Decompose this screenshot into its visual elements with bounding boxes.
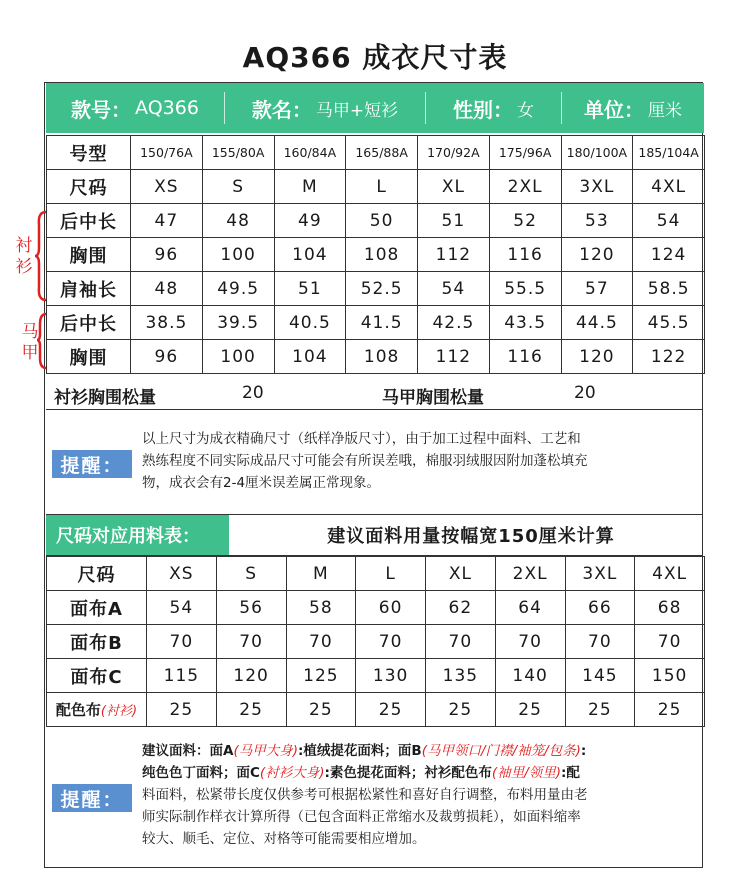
value-cell: 52.5 bbox=[346, 272, 418, 306]
value-cell: 70 bbox=[635, 625, 705, 659]
size-cell: XS bbox=[147, 557, 217, 591]
shirt-ease-label: 衬衫胸围松量 bbox=[54, 388, 156, 408]
text-run: :配 bbox=[560, 765, 580, 781]
unit-label: 单位： bbox=[584, 97, 644, 122]
lining-label: 配色布 bbox=[55, 701, 101, 719]
value-cell: 140 bbox=[495, 659, 565, 693]
table-row bbox=[47, 136, 705, 170]
size-cell: XL bbox=[426, 557, 496, 591]
model-header: 号型 bbox=[47, 136, 131, 170]
value-cell: 51 bbox=[274, 272, 346, 306]
table-row bbox=[47, 557, 705, 591]
value-cell: 135 bbox=[426, 659, 496, 693]
table-row bbox=[47, 340, 705, 374]
reminder-badge: 提醒： bbox=[52, 784, 132, 812]
value-cell: 44.5 bbox=[561, 306, 633, 340]
reminder-line bbox=[142, 762, 588, 784]
highlight-text: (衬衫大身) bbox=[259, 765, 325, 781]
size-cell: M bbox=[286, 557, 356, 591]
fabric-reminder-text bbox=[142, 740, 588, 850]
highlight-text: (马甲大身) bbox=[233, 743, 298, 759]
value-cell: 116 bbox=[489, 340, 561, 374]
text-run: :植绒提花面料；面B bbox=[298, 743, 422, 759]
value-cell: 145 bbox=[565, 659, 635, 693]
value-cell: 54 bbox=[633, 204, 705, 238]
table-row bbox=[47, 204, 705, 238]
style-value: AQ366 bbox=[135, 97, 199, 119]
fabric-table bbox=[46, 556, 705, 727]
shirt-ease-value: 20 bbox=[242, 383, 264, 403]
value-cell: 48 bbox=[131, 272, 203, 306]
size-header: 尺码 bbox=[47, 170, 131, 204]
size-cell: L bbox=[356, 557, 426, 591]
reminder-line: 料面料，松紧带长度仅供参考可根据松紧性和喜好自行调整，布料用量由老 bbox=[142, 787, 588, 803]
value-cell: 25 bbox=[147, 693, 217, 727]
style-number bbox=[46, 83, 224, 133]
reminder-line: 较大、顺毛、定位、对格等可能需要相应增加。 bbox=[142, 831, 426, 847]
value-cell: 25 bbox=[565, 693, 635, 727]
row-label bbox=[47, 693, 147, 727]
fabric-section-title: 尺码对应用料表： bbox=[46, 515, 229, 555]
value-cell: 96 bbox=[131, 238, 203, 272]
value-cell: 108 bbox=[346, 238, 418, 272]
size-cell: S bbox=[216, 557, 286, 591]
value-cell: 125 bbox=[286, 659, 356, 693]
value-cell: 70 bbox=[216, 625, 286, 659]
style-label: 款号： bbox=[71, 97, 132, 122]
style-name bbox=[225, 83, 425, 133]
value-cell: 66 bbox=[565, 591, 635, 625]
value-cell: 56 bbox=[216, 591, 286, 625]
value-cell: 70 bbox=[147, 625, 217, 659]
value-cell: 53 bbox=[561, 204, 633, 238]
value-cell: 51 bbox=[418, 204, 490, 238]
table-row bbox=[47, 693, 705, 727]
value-cell: 70 bbox=[286, 625, 356, 659]
table-row bbox=[47, 659, 705, 693]
reminder-badge: 提醒： bbox=[52, 450, 132, 478]
fabric-section-subtitle: 建议面料用量按幅宽150厘米计算 bbox=[327, 526, 615, 547]
value-cell: 25 bbox=[635, 693, 705, 727]
size-cell: 3XL bbox=[565, 557, 635, 591]
highlight-text: (袖里/领里) bbox=[491, 765, 561, 781]
value-cell: 55.5 bbox=[489, 272, 561, 306]
group-char: 衬 bbox=[15, 236, 33, 256]
text-run: 建议面料：面A bbox=[142, 743, 234, 759]
model-cell: 150/76A bbox=[131, 136, 203, 170]
value-cell: 45.5 bbox=[633, 306, 705, 340]
row-label: 肩袖长 bbox=[47, 272, 131, 306]
value-cell: 120 bbox=[561, 238, 633, 272]
value-cell: 25 bbox=[495, 693, 565, 727]
value-cell: 25 bbox=[216, 693, 286, 727]
value-cell: 112 bbox=[418, 340, 490, 374]
reminder-text bbox=[142, 428, 588, 494]
size-cell: 2XL bbox=[495, 557, 565, 591]
size-cell: 3XL bbox=[561, 170, 633, 204]
value-cell: 64 bbox=[495, 591, 565, 625]
text-run: :素色提花面料；衬衫配色布 bbox=[324, 765, 492, 781]
name-value: 马甲+短衫 bbox=[315, 100, 399, 121]
size-cell: S bbox=[202, 170, 274, 204]
fabric-reminder-box bbox=[46, 724, 703, 867]
value-cell: 25 bbox=[356, 693, 426, 727]
value-cell: 104 bbox=[274, 340, 346, 374]
model-cell: 170/92A bbox=[418, 136, 490, 170]
row-label: 后中长 bbox=[47, 306, 131, 340]
unit-value: 厘米 bbox=[648, 100, 682, 121]
size-header: 尺码 bbox=[47, 557, 147, 591]
row-label: 胸围 bbox=[47, 238, 131, 272]
value-cell: 100 bbox=[202, 340, 274, 374]
size-cell: XL bbox=[418, 170, 490, 204]
gender-value: 女 bbox=[517, 100, 534, 121]
value-cell: 96 bbox=[131, 340, 203, 374]
value-cell: 112 bbox=[418, 238, 490, 272]
value-cell: 57 bbox=[561, 272, 633, 306]
value-cell: 49 bbox=[274, 204, 346, 238]
value-cell: 62 bbox=[426, 591, 496, 625]
value-cell: 38.5 bbox=[131, 306, 203, 340]
value-cell: 54 bbox=[147, 591, 217, 625]
group-char: 甲 bbox=[21, 343, 39, 363]
value-cell: 70 bbox=[356, 625, 426, 659]
text-run: 纯色色丁面料；面C bbox=[142, 765, 260, 781]
value-cell: 70 bbox=[495, 625, 565, 659]
value-cell: 42.5 bbox=[418, 306, 490, 340]
fabric-section-header bbox=[46, 515, 703, 556]
size-cell: 2XL bbox=[489, 170, 561, 204]
value-cell: 25 bbox=[426, 693, 496, 727]
value-cell: 58 bbox=[286, 591, 356, 625]
value-cell: 60 bbox=[356, 591, 426, 625]
text-run: : bbox=[580, 743, 587, 759]
value-cell: 40.5 bbox=[274, 306, 346, 340]
model-cell: 180/100A bbox=[561, 136, 633, 170]
highlight-text: (马甲领口/门襟/袖笼/包条) bbox=[421, 743, 581, 759]
model-cell: 175/96A bbox=[489, 136, 561, 170]
row-label: 胸围 bbox=[47, 340, 131, 374]
gender-label: 性别： bbox=[453, 97, 513, 122]
table-row bbox=[47, 625, 705, 659]
row-label: 面布A bbox=[47, 591, 147, 625]
name-label: 款名： bbox=[251, 97, 312, 122]
row-label: 面布B bbox=[47, 625, 147, 659]
header-bar bbox=[46, 83, 704, 133]
value-cell: 124 bbox=[633, 238, 705, 272]
value-cell: 130 bbox=[356, 659, 426, 693]
size-cell: 4XL bbox=[633, 170, 705, 204]
model-cell: 155/80A bbox=[202, 136, 274, 170]
value-cell: 48 bbox=[202, 204, 274, 238]
size-cell: M bbox=[274, 170, 346, 204]
value-cell: 108 bbox=[346, 340, 418, 374]
reminder-box bbox=[46, 410, 703, 515]
value-cell: 100 bbox=[202, 238, 274, 272]
table-row bbox=[47, 170, 705, 204]
group-char: 衫 bbox=[15, 257, 33, 277]
vest-ease-value: 20 bbox=[574, 383, 596, 403]
value-cell: 50 bbox=[346, 204, 418, 238]
table-row bbox=[47, 238, 705, 272]
group-label-shirt bbox=[14, 236, 34, 278]
value-cell: 116 bbox=[489, 238, 561, 272]
size-cell: XS bbox=[131, 170, 203, 204]
value-cell: 70 bbox=[426, 625, 496, 659]
table-row bbox=[47, 306, 705, 340]
row-label: 面布C bbox=[47, 659, 147, 693]
value-cell: 120 bbox=[561, 340, 633, 374]
value-cell: 58.5 bbox=[633, 272, 705, 306]
reminder-line: 师实际制作样衣计算所得（已包含面料正常缩水及裁剪损耗），如面料缩率 bbox=[142, 809, 581, 825]
value-cell: 70 bbox=[565, 625, 635, 659]
table-row bbox=[47, 591, 705, 625]
value-cell: 43.5 bbox=[489, 306, 561, 340]
group-char: 马 bbox=[21, 322, 39, 342]
value-cell: 122 bbox=[633, 340, 705, 374]
vest-ease-label: 马甲胸围松量 bbox=[382, 388, 484, 408]
size-cell: 4XL bbox=[635, 557, 705, 591]
value-cell: 54 bbox=[418, 272, 490, 306]
reminder-line: 熟练程度不同实际成品尺寸可能会有所误差哦，棉服羽绒服因附加蓬松填充 bbox=[142, 453, 588, 469]
row-label: 后中长 bbox=[47, 204, 131, 238]
ease-row bbox=[46, 378, 703, 410]
value-cell: 41.5 bbox=[346, 306, 418, 340]
lining-note: (衬衫) bbox=[100, 704, 138, 719]
model-cell: 185/104A bbox=[633, 136, 705, 170]
reminder-line bbox=[142, 740, 588, 762]
model-cell: 160/84A bbox=[274, 136, 346, 170]
unit bbox=[562, 83, 704, 133]
value-cell: 39.5 bbox=[202, 306, 274, 340]
reminder-line: 物，成衣会有2-4厘米误差属正常现象。 bbox=[142, 475, 381, 491]
value-cell: 52 bbox=[489, 204, 561, 238]
page-title: AQ366 成衣尺寸表 bbox=[242, 41, 508, 74]
value-cell: 104 bbox=[274, 238, 346, 272]
value-cell: 25 bbox=[286, 693, 356, 727]
value-cell: 120 bbox=[216, 659, 286, 693]
size-table bbox=[46, 135, 705, 374]
value-cell: 68 bbox=[635, 591, 705, 625]
model-cell: 165/88A bbox=[346, 136, 418, 170]
value-cell: 47 bbox=[131, 204, 203, 238]
value-cell: 49.5 bbox=[202, 272, 274, 306]
table-row bbox=[47, 272, 705, 306]
reminder-line: 以上尺寸为成衣精确尺寸（纸样净版尺寸），由于加工过程中面料、工艺和 bbox=[142, 431, 581, 447]
value-cell: 115 bbox=[147, 659, 217, 693]
size-cell: L bbox=[346, 170, 418, 204]
value-cell: 150 bbox=[635, 659, 705, 693]
gender bbox=[426, 83, 561, 133]
